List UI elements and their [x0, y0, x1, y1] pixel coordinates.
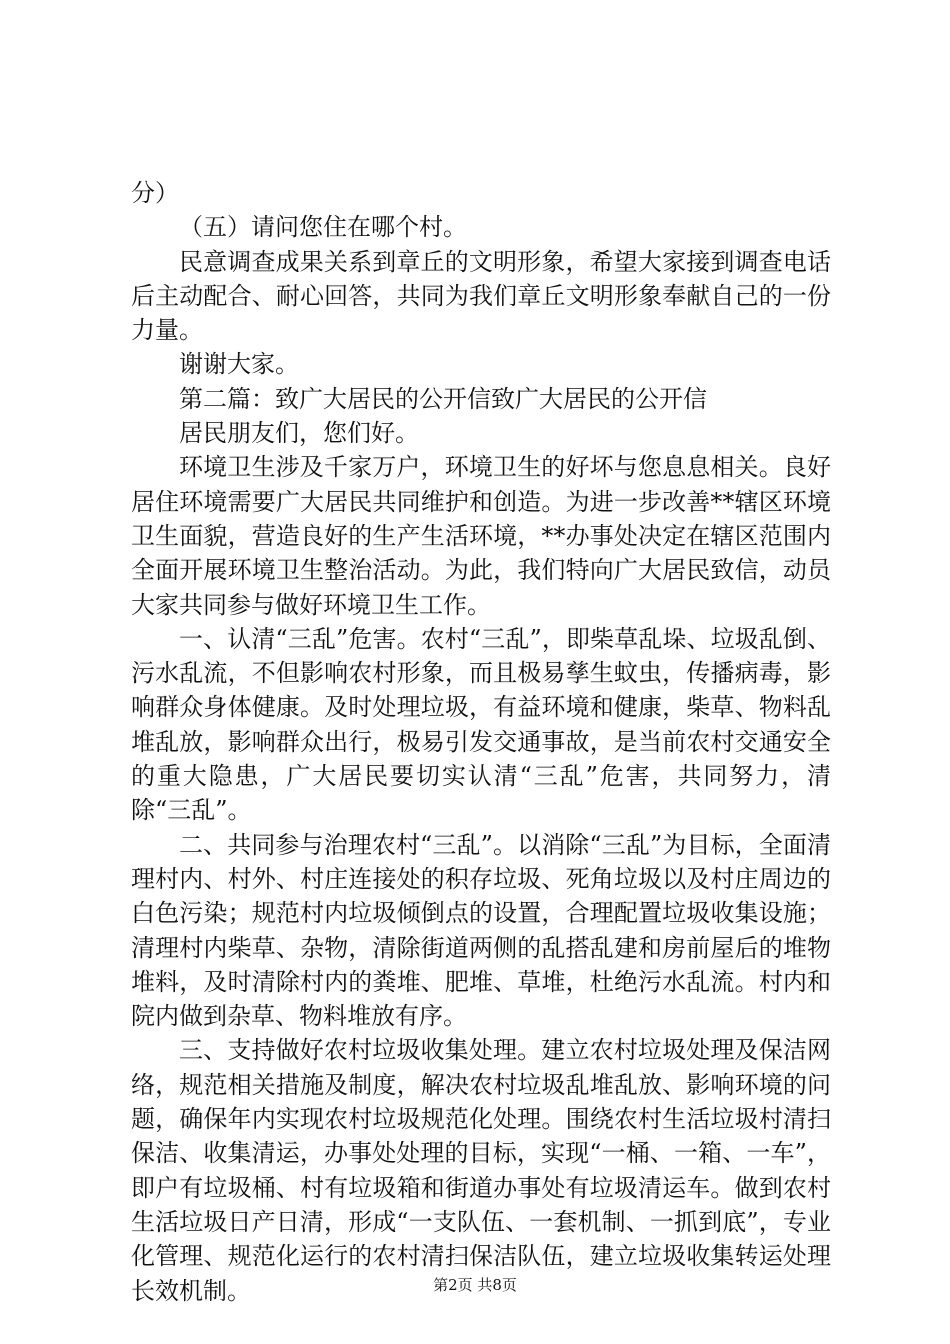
paragraph-question-five: （五）请问您住在哪个村。: [179, 213, 467, 242]
paragraph-survey: 民意调查成果关系到章丘的文明形象，希望大家接到调查电话后主动配合、耐心回答，共同为我们章丘文明形象奉献自己的一份力量。: [131, 247, 831, 345]
page-number: 第2页 共8页: [433, 1276, 517, 1294]
paragraph-fragment: 分）: [131, 179, 179, 207]
page-footer: [0, 1274, 950, 1295]
paragraph-intro: 环境卫生涉及千家万户，环境卫生的好坏与您息息相关。良好居住环境需要广大居民共同维护和创造。为进一步改善**辖区环境卫生面貌，营造良好的生产生活环境，**办事处决定在辖区范围内全面开展环境卫生整治活动。为此，我们特向广大居民致信，动员大家共同参与做好环境卫生工作。: [131, 453, 831, 619]
paragraph-point-three: 三、支持做好农村垃圾收集处理。建立农村垃圾处理及保洁网络，规范相关措施及制度，解决农村垃圾乱堆乱放、影响环境的问题，确保年内实现农村垃圾规范化处理。围绕农村生活垃圾村清扫保洁、收集清运，办事处处理的目标，实现“一桶、一箱、一车”，即户有垃圾桶、村有垃圾箱和街道办事处有垃圾清运车。做到农村生活垃圾日产日清，形成“一支队伍、一套机制、一抓到底”，专业化管理、规范化运行的农村清扫保洁队伍，建立垃圾收集转运处理长效机制。: [131, 1036, 831, 1305]
paragraph-thanks: 谢谢大家。: [179, 350, 299, 379]
paragraph-point-one: 一、认清“三乱”危害。农村“三乱”，即柴草乱垛、垃圾乱倒、污水乱流，不但影响农村形象，而且极易孳生蚊虫，传播病毒，影响群众身体健康。及时处理垃圾，有益环境和健康，柴草、物料乱堆乱放，影响群众出行，极易引发交通事故，是当前农村交通安全的重大隐患，广大居民要切实认清“三乱”危害，共同努力，清除“三乱”。: [131, 624, 831, 825]
section-title: 第二篇：致广大居民的公开信致广大居民的公开信: [179, 384, 707, 413]
document-body: [131, 176, 831, 1308]
paragraph-greeting: 居民朋友们，您们好。: [179, 419, 419, 448]
paragraph-point-two: 二、共同参与治理农村“三乱”。以消除“三乱”为目标，全面清理村内、村外、村庄连接处的积存垃圾、死角垃圾以及村庄周边的白色污染；规范村内垃圾倾倒点的设置，合理配置垃圾收集设施；清理村内柴草、杂物，清除街道两侧的乱搭乱建和房前屋后的堆物堆料，及时清除村内的粪堆、肥堆、草堆，杜绝污水乱流。村内和院内做到杂草、物料堆放有序。: [131, 830, 831, 1031]
